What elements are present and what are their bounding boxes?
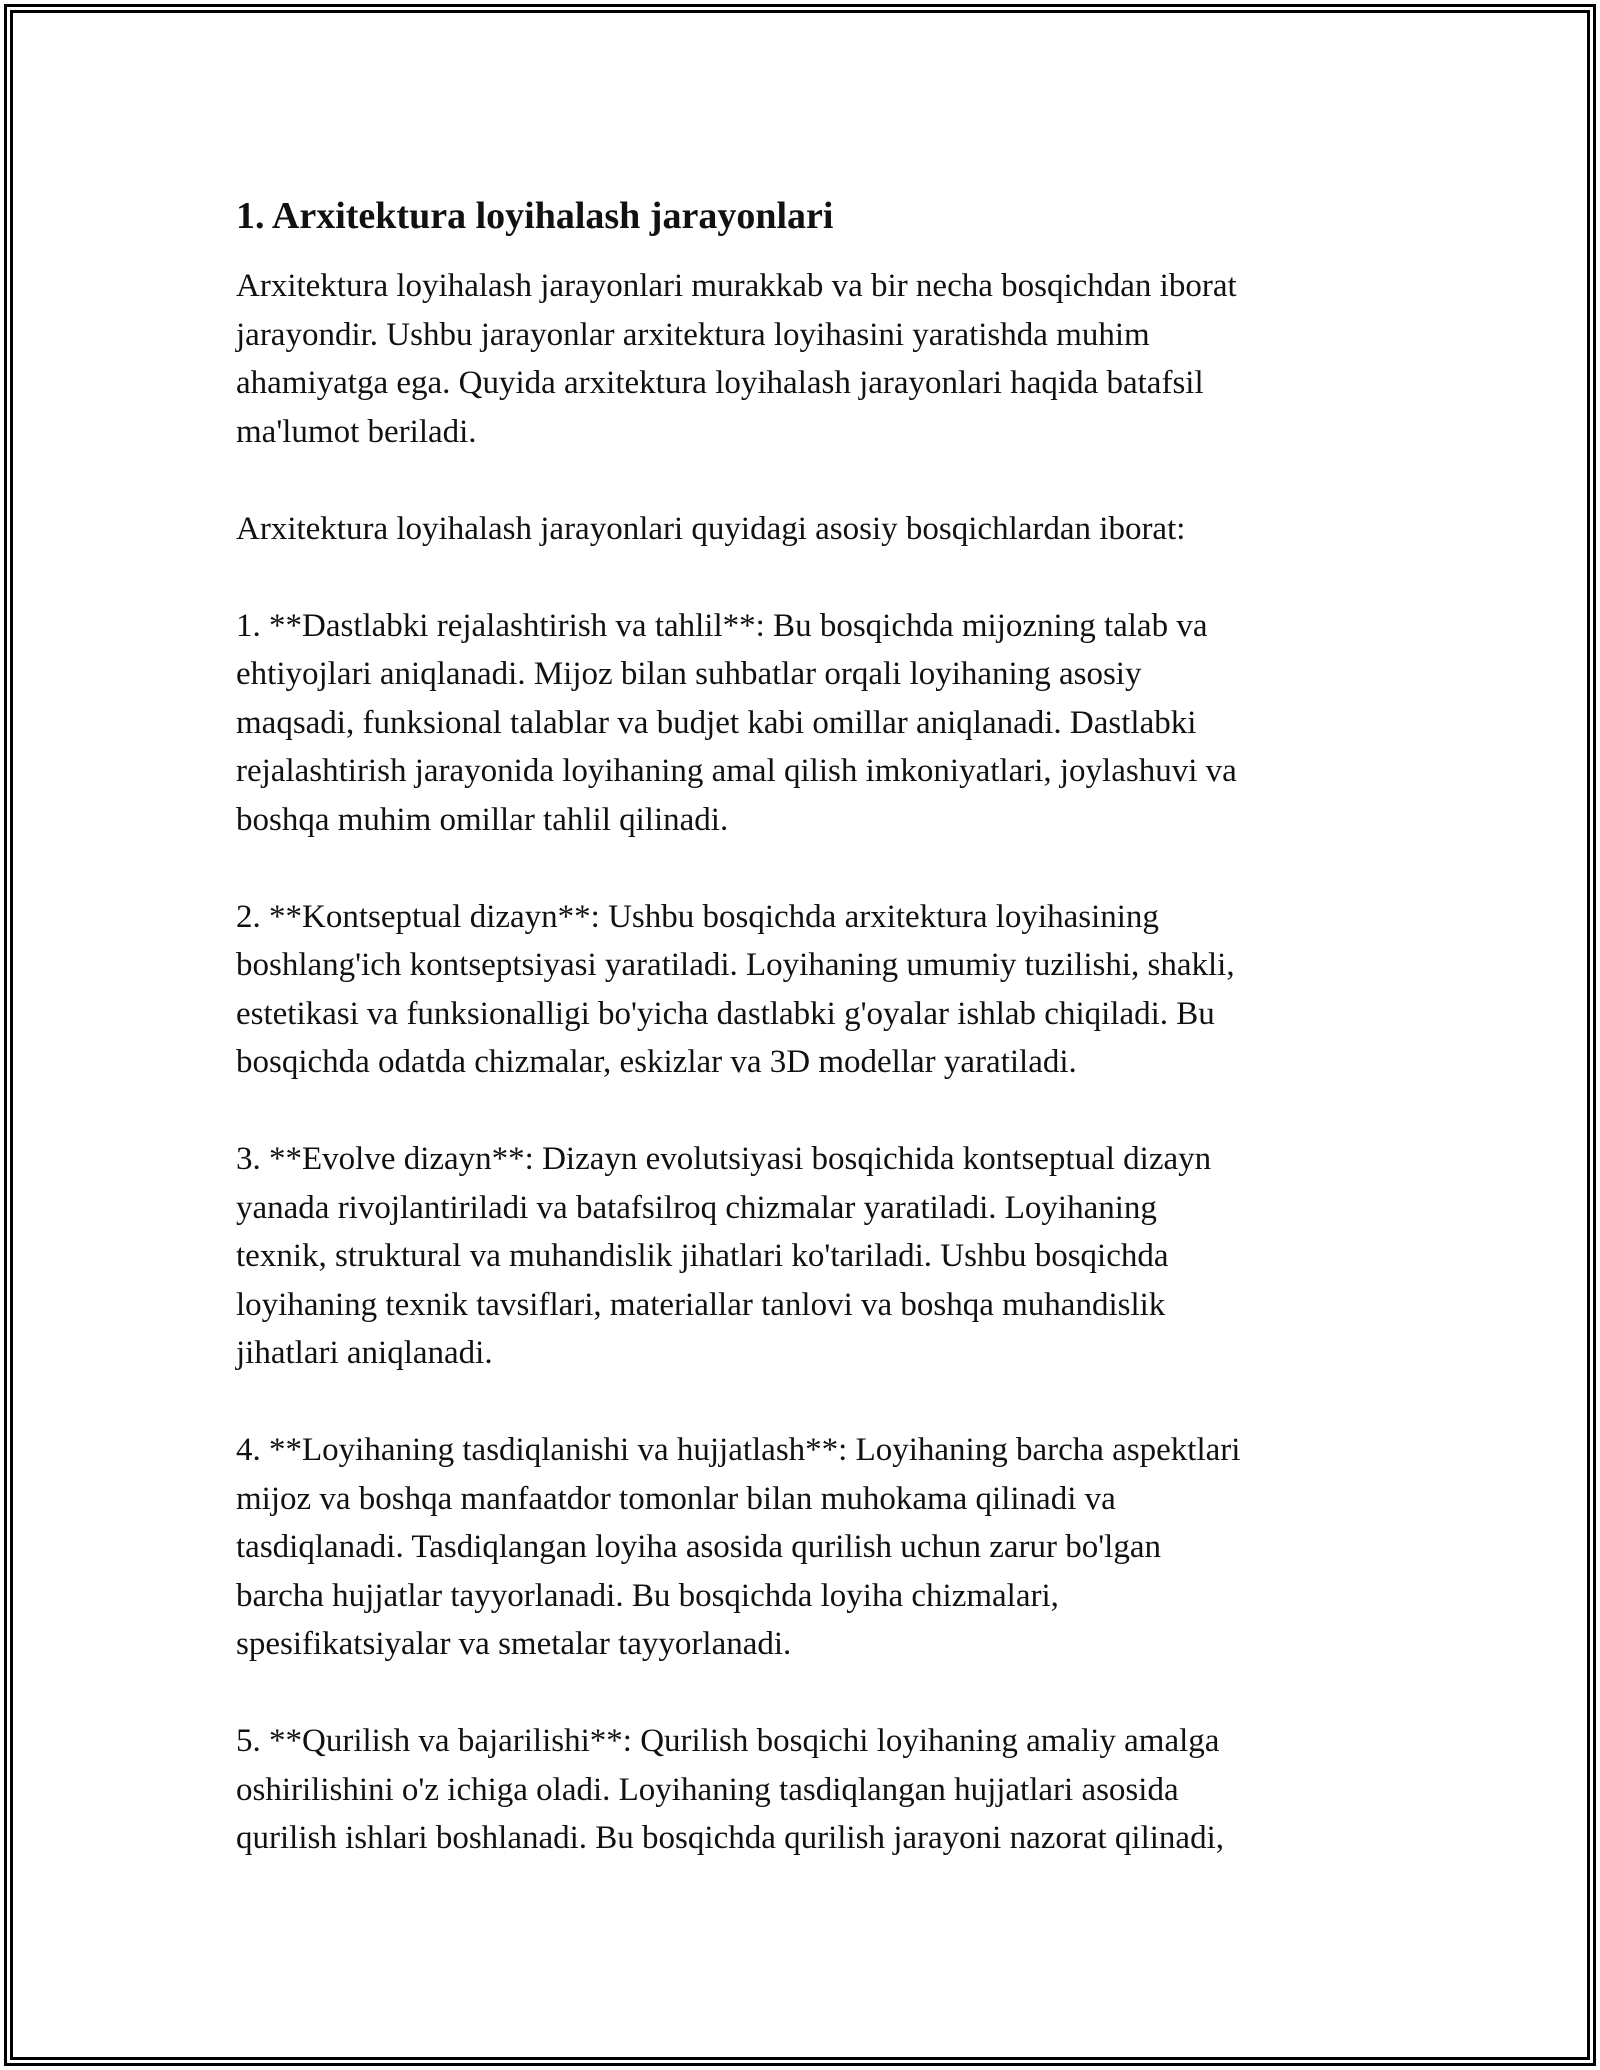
paragraph-stages-lead: Arxitektura loyihalash jarayonlari quyidagi asosiy bosqichlardan iborat:	[236, 510, 1186, 547]
paragraph-intro: Arxitektura loyihalash jarayonlari murakkab va bir necha bosqichdan iborat jarayondir. Ushbu jarayonlar arxitektura loyihasini yaratishda muhim ahamiyatga ega. Quyida arxitektura loyihalash jarayonlari haqida batafsil ma'lumot beriladi.	[236, 268, 1237, 450]
paragraph-stage-1: 1. **Dastlabki rejalashtirish va tahlil**: Bu bosqichda mijozning talab va ehtiyojlari aniqlanadi. Mijoz bilan suhbatlar orqali loyihaning asosiy maqsadi, funksional talablar va budjet kabi omillar aniqlanadi. Dastlabki rejalashtirish jarayonida loyihaning amal qilish imkoniyatlari, joylashuvi va boshqa muhim omillar tahlil qilinadi.	[236, 607, 1237, 838]
paragraph-stage-3: 3. **Evolve dizayn**: Dizayn evolutsiyasi bosqichida kontseptual dizayn yanada rivojlantiriladi va batafsilroq chizmalar yaratiladi. Loyihaning texnik, struktural va muhandislik jihatlari ko'tariladi. Ushbu bosqichda loyihaning texnik tavsiflari, materiallar tanlovi va boshqa muhandislik jihatlari aniqlanadi.	[236, 1141, 1212, 1371]
page-title: 1. Arxitektura loyihalash jarayonlari	[236, 195, 834, 237]
paragraph-stage-5: 5. **Qurilish va bajarilishi**: Qurilish bosqichi loyihaning amaliy amalga oshirilishini o'z ichiga oladi. Loyihaning tasdiqlangan hujjatlari asosida qurilish ishlari boshlanadi. Bu bosqichda qurilish jarayoni nazorat qilinadi,	[236, 1723, 1224, 1856]
paragraph-stage-4: 4. **Loyihaning tasdiqlanishi va hujjatlash**: Loyihaning barcha aspektlari mijoz va boshqa manfaatdor tomonlar bilan muhokama qilinadi va tasdiqlanadi. Tasdiqlangan loyiha asosida qurilish uchun zarur bo'lgan barcha hujjatlar tayyorlanadi. Bu bosqichda loyiha chizmalari, spesifikatsiyalar va smetalar tayyorlanadi.	[236, 1432, 1241, 1662]
paragraph-stage-2: 2. **Kontseptual dizayn**: Ushbu bosqichda arxitektura loyihasining boshlang'ich kontseptsiyasi yaratiladi. Loyihaning umumiy tuzilishi, shakli, estetikasi va funksionalligi bo'yicha dastlabki g'oyalar ishlab chiqiladi. Bu bosqichda odatda chizmalar, eskizlar va 3D modellar yaratiladi.	[236, 898, 1235, 1080]
document-page	[236, 180, 1366, 1863]
